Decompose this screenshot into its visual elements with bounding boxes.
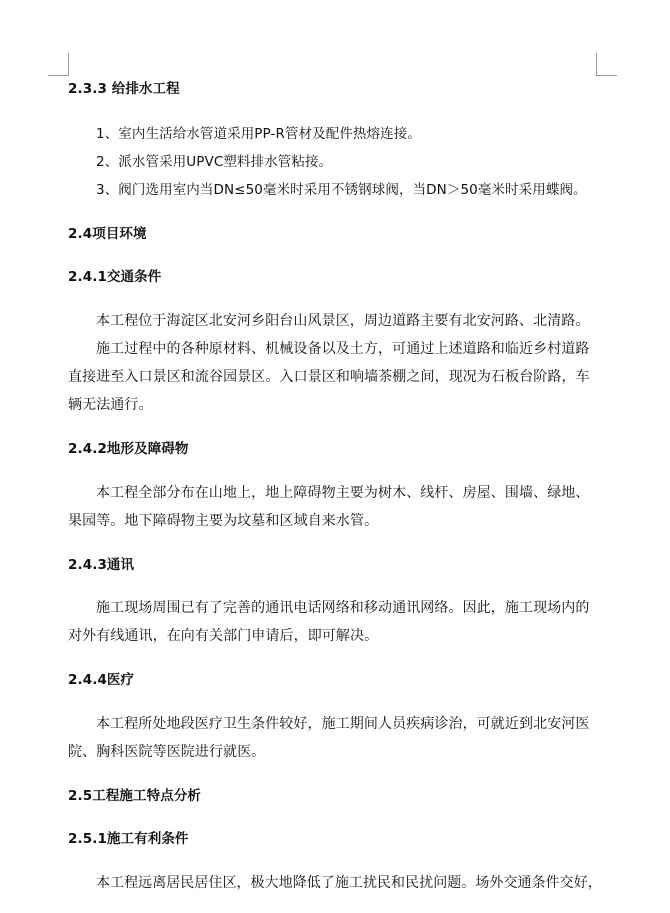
- paragraph-line: 施工过程中的各种原材料、机械设备以及土方，可通过上述道路和临近乡村道路: [96, 341, 590, 357]
- paragraph-line: 辆无法通行。: [68, 397, 153, 413]
- heading-2-4-1: 2.4.1交通条件: [68, 269, 162, 285]
- heading-2-4-3: 2.4.3通讯: [68, 557, 135, 573]
- heading-2-5: 2.5工程施工特点分析: [68, 788, 202, 804]
- paragraph-line: 果园等。地下障碍物主要为坟墓和区域自来水管。: [68, 513, 379, 529]
- crop-mark-top-left: [48, 53, 69, 76]
- paragraph-line: 施工现场周围已有了完善的通讯电话网络和移动通讯网络。因此，施工现场内的: [96, 600, 590, 616]
- paragraph-line: 本工程位于海淀区北安河乡阳台山风景区，周边道路主要有北安河路、北清路。: [96, 313, 590, 329]
- paragraph-line: 本工程全部分布在山地上，地上障碍物主要为树木、线杆、房屋、围墙、绿地、: [96, 485, 590, 501]
- paragraph-line: 本工程所处地段医疗卫生条件较好，施工期间人员疾病诊治，可就近到北安河医: [96, 716, 590, 732]
- list-item-3: 3、阀门选用室内当DN≤50毫米时采用不锈钢球阀，当DN＞50毫米时采用蝶阀。: [96, 182, 587, 198]
- paragraph-line: 院、胸科医院等医院进行就医。: [68, 744, 266, 760]
- heading-2-3-3: 2.3.3 给排水工程: [68, 81, 180, 97]
- paragraph-line: 对外有线通讯，在向有关部门申请后，即可解决。: [68, 628, 379, 644]
- paragraph-line: 本工程远离居民居住区，极大地降低了施工扰民和民扰问题。场外交通条件交好，: [96, 875, 602, 891]
- list-item-1: 1、室内生活给水管道采用PP-R管材及配件热熔连接。: [96, 126, 421, 142]
- paragraph-line: 直接进至入口景区和流谷园景区。入口景区和响墙茶棚之间，现况为石板台阶路，车: [68, 369, 590, 385]
- heading-2-4-2: 2.4.2地形及障碍物: [68, 441, 189, 457]
- list-item-2: 2、派水管采用UPVC塑料排水管粘接。: [96, 154, 333, 170]
- heading-2-5-1: 2.5.1施工有利条件: [68, 831, 189, 847]
- heading-2-4: 2.4项目环境: [68, 226, 147, 242]
- crop-mark-top-right: [596, 53, 617, 76]
- heading-2-4-4: 2.4.4医疗: [68, 672, 135, 688]
